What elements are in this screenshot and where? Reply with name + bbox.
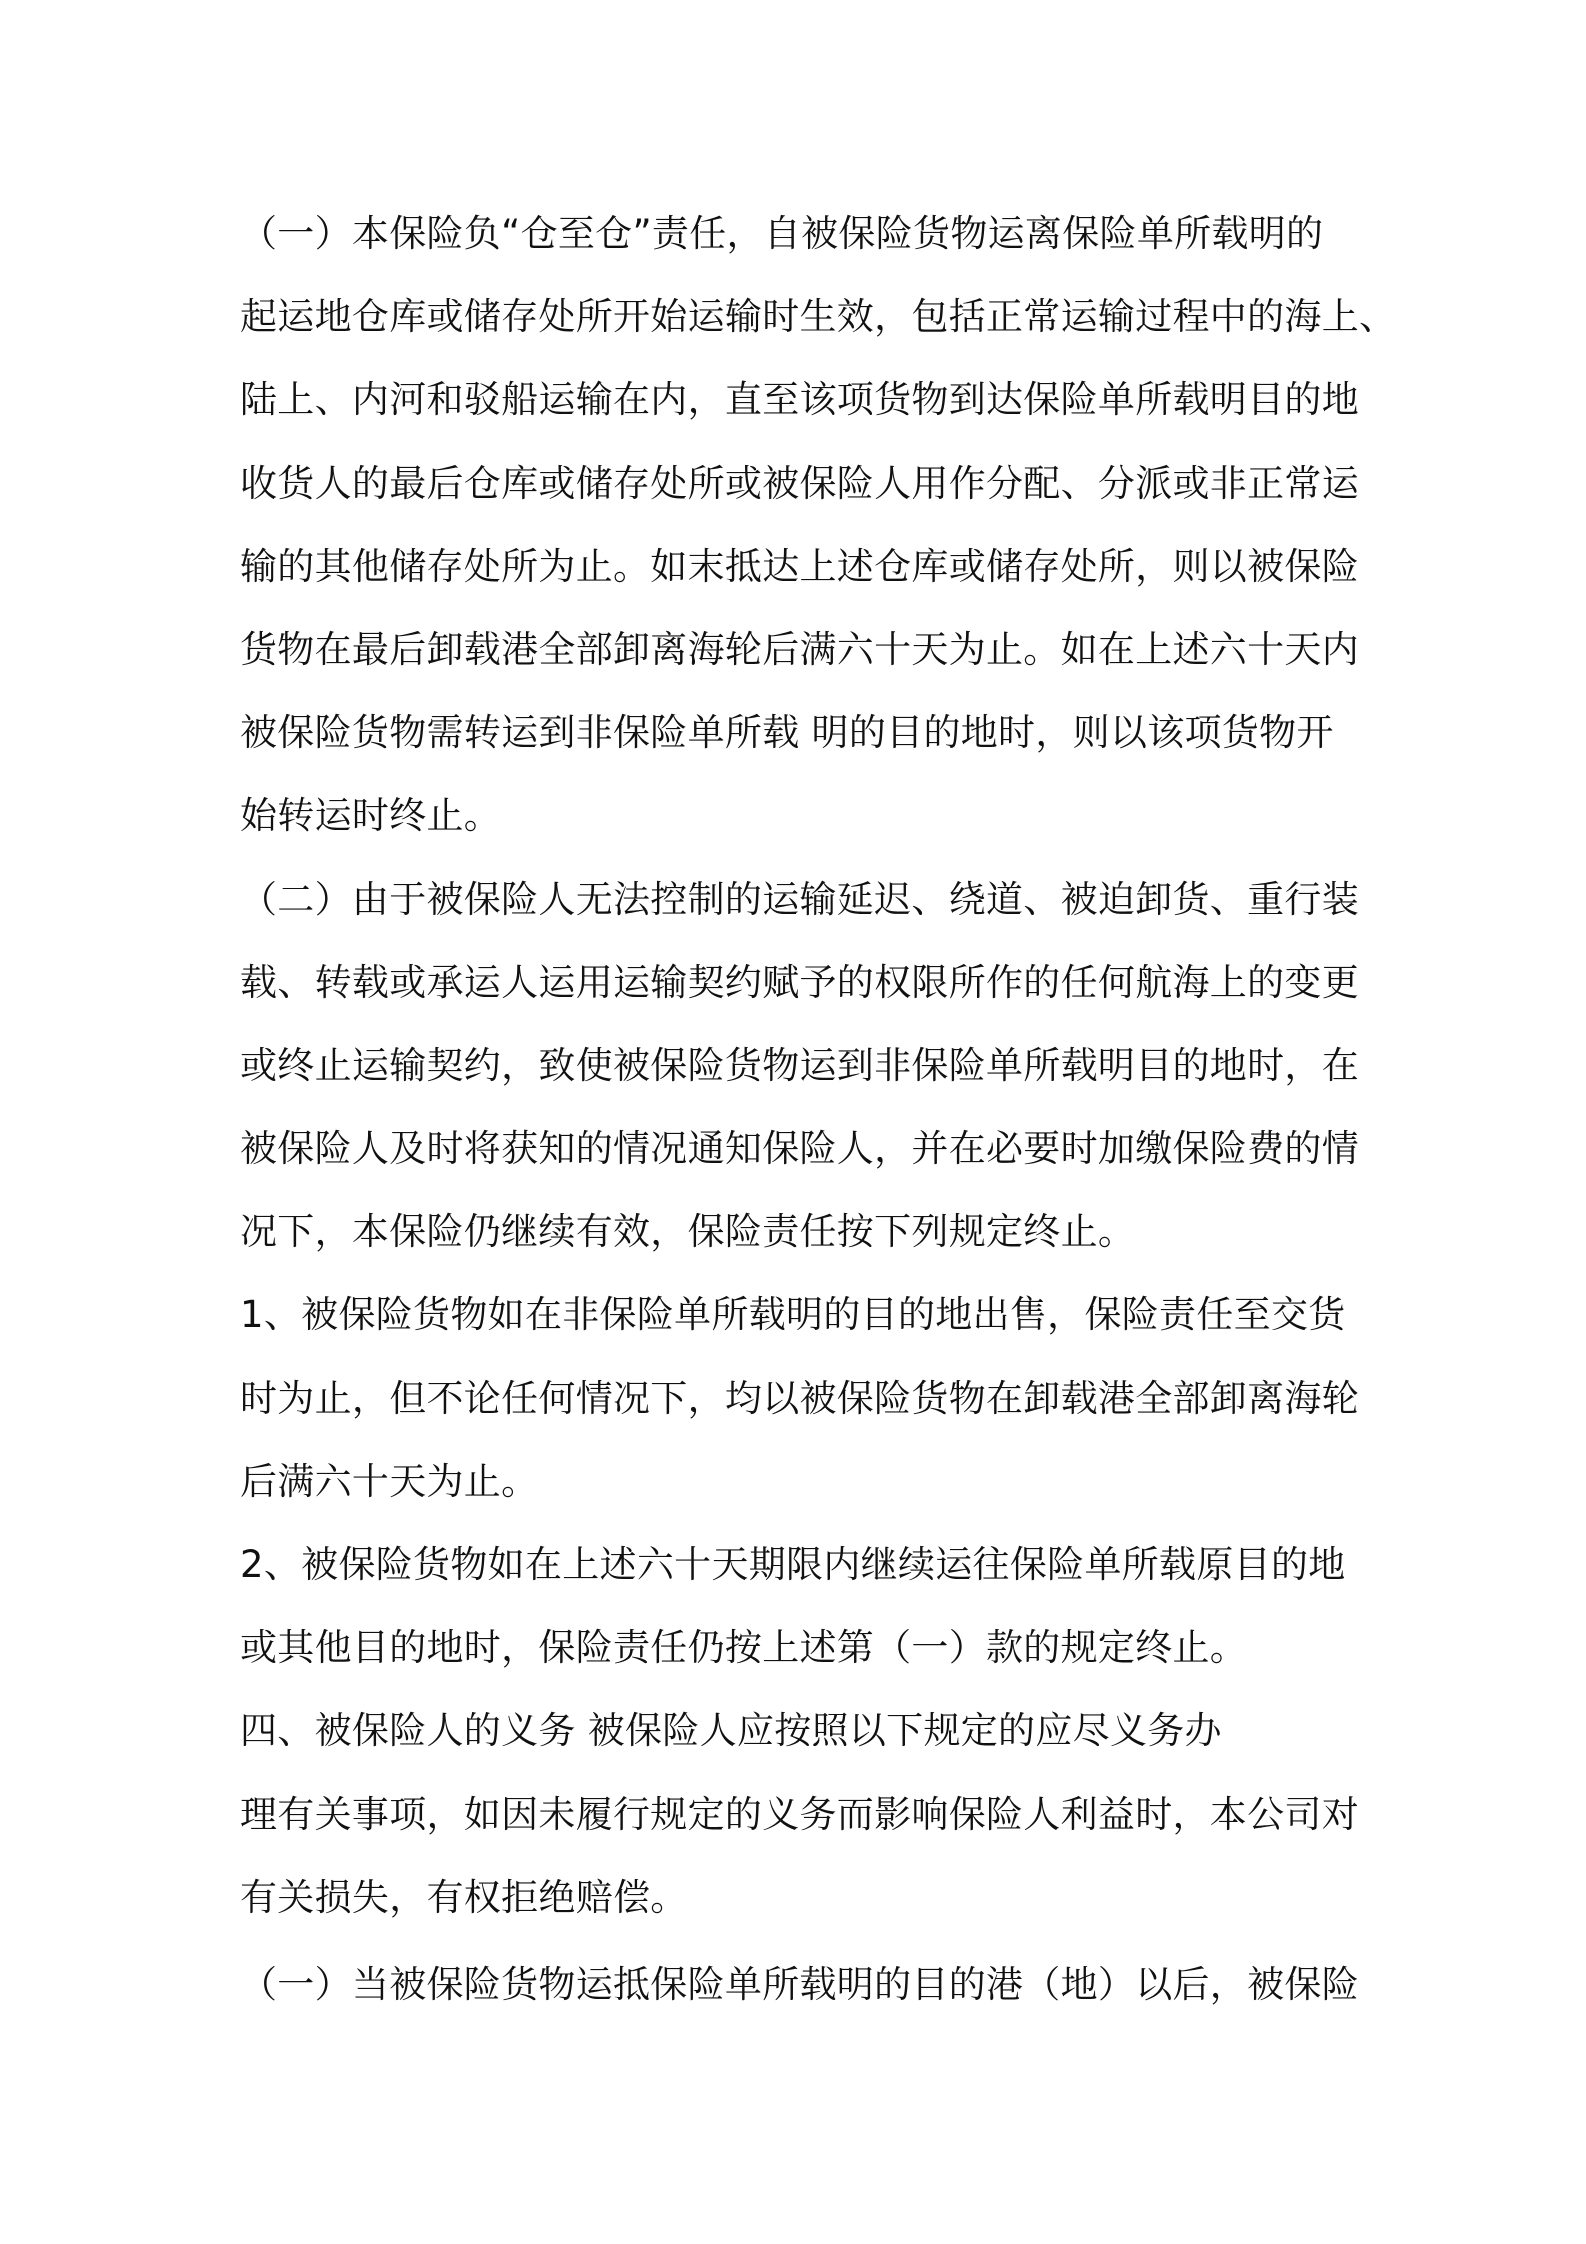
- text-line: （二）由于被保险人无法控制的运输延迟、绕道、被迫卸货、重行装: [240, 877, 1359, 921]
- text-line: 货物在最后卸载港全部卸离海轮后满六十天为止。如在上述六十天内: [240, 627, 1359, 671]
- text-line: 有关损失，有权拒绝赔偿。: [240, 1875, 688, 1919]
- text-line: 后满六十天为止。: [240, 1459, 539, 1503]
- text-line: 收货人的最后仓库或储存处所或被保险人用作分配、分派或非正常运: [240, 461, 1359, 505]
- text-line: 输的其他储存处所为止。如末抵达上述仓库或储存处所，则以被保险: [240, 544, 1359, 588]
- document-body: [240, 192, 1397, 2026]
- text-line: 况下，本保险仍继续有效，保险责任按下列规定终止。: [240, 1210, 1136, 1254]
- text-line: 被保险货物需转运到非保险单所载 明的目的地时，则以该项货物开: [240, 711, 1334, 755]
- text-line: 始转运时终止。: [240, 794, 502, 838]
- text-line: 起运地仓库或储存处所开始运输时生效，包括正常运输过程中的海上、: [240, 295, 1397, 339]
- text-line: 或其他目的地时，保险责任仍按上述第（一）款的规定终止。: [240, 1626, 1248, 1670]
- text-line: 被保险人及时将获知的情况通知保险人，并在必要时加缴保险费的情: [240, 1127, 1359, 1171]
- text-line: 或终止运输契约，致使被保险货物运到非保险单所载明目的地时，在: [240, 1043, 1359, 1087]
- text-line: 1、被保险货物如在非保险单所载明的目的地出售，保险责任至交货: [240, 1293, 1346, 1337]
- text-line: 载、转载或承运人运用运输契约赋予的权限所作的任何航海上的变更: [240, 960, 1359, 1004]
- text-line: （一）本保险负“仓至仓”责任，自被保险货物运离保险单所载明的: [240, 212, 1324, 255]
- text-line: 2、被保险货物如在上述六十天期限内继续运往保险单所载原目的地: [240, 1543, 1346, 1586]
- text-line: 四、被保险人的义务 被保险人应按照以下规定的应尽义务办: [240, 1709, 1222, 1753]
- text-line: 理有关事项，如因未履行规定的义务而影响保险人利益时，本公司对: [240, 1792, 1359, 1836]
- text-line: （一）当被保险货物运抵保险单所载明的目的港（地）以后，被保险: [240, 1962, 1359, 2006]
- text-line: 时为止，但不论任何情况下，均以被保险货物在卸载港全部卸离海轮: [240, 1376, 1359, 1420]
- text-line: 陆上、内河和驳船运输在内，直至该项货物到达保险单所载明目的地: [240, 378, 1359, 422]
